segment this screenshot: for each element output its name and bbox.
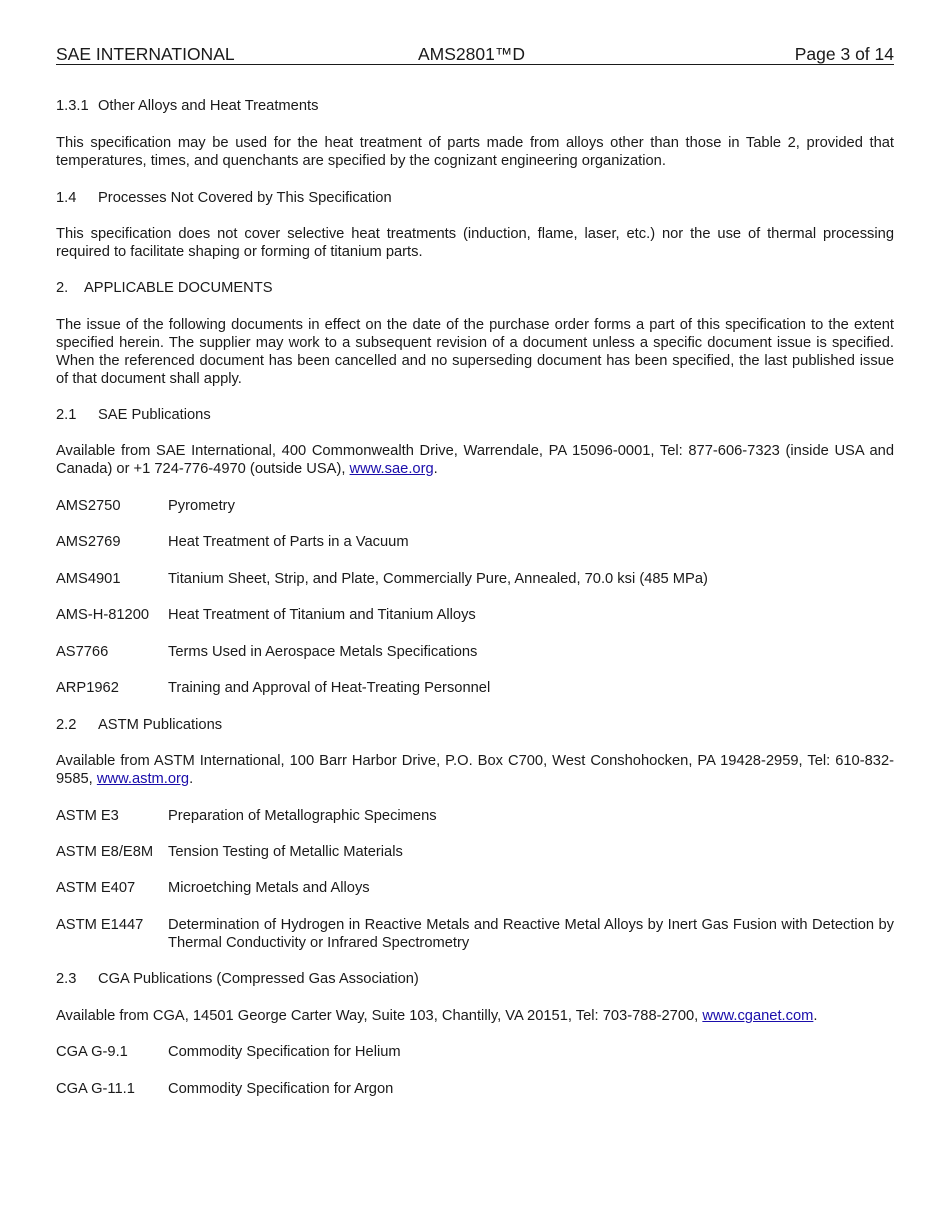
header-doc-id: AMS2801™D	[418, 44, 525, 64]
reference-title: Terms Used in Aerospace Metals Specifications	[168, 644, 478, 660]
cga-availability: Available from CGA, 14501 George Carter Way, Suite 103, Chantilly, VA 20151, Tel: 703-788-2700, www.cganet.com.	[56, 1008, 818, 1024]
section-heading-2-2: 2.2 ASTM Publications	[56, 717, 223, 733]
reference-code: AMS4901	[56, 571, 121, 587]
reference-code: AMS2769	[56, 534, 121, 550]
reference-title: Pyrometry	[168, 498, 235, 514]
reference-title: Tension Testing of Metallic Materials	[168, 844, 403, 860]
astm-website-link[interactable]: www.astm.org	[96, 771, 190, 787]
section-body-2: The issue of the following documents in effect on the date of the purchase order forms a part of this specification to the extent specified herein. The supplier may work to a subsequent revision of a document unless a specific document issue is specified. When the referenced document has been cancelled and no superseding document has been specified, the last published issue of that document shall apply.	[56, 317, 894, 387]
header-page-number: Page 3 of 14	[794, 44, 894, 64]
reference-title: Determination of Hydrogen in Reactive Metals and Reactive Metal Alloys by Inert Gas Fusion with Detection by Thermal Conductivity or Infrared Spectrometry	[168, 917, 894, 951]
section-body-1-4: This specification does not cover selective heat treatments (induction, flame, laser, etc.) nor the use of thermal processing required to facilitate shaping or forming of titanium parts.	[56, 226, 894, 260]
sae-availability: Available from SAE International, 400 Commonwealth Drive, Warrendale, PA 15096-0001, Tel: 877-606-7323 (inside USA and Canada) or +1 724-776-4970 (outside USA), www.sae.org.	[56, 443, 894, 477]
section-body-1-3-1: This specification may be used for the heat treatment of parts made from alloys other than those in Table 2, provided that temperatures, times, and quenchants are specified by the cognizant engineering organization.	[56, 135, 894, 169]
section-heading-1-4: 1.4 Processes Not Covered by This Specification	[56, 190, 392, 206]
reference-title: Heat Treatment of Parts in a Vacuum	[168, 534, 409, 550]
section-heading-2-1: 2.1 SAE Publications	[56, 407, 211, 423]
reference-title: Titanium Sheet, Strip, and Plate, Commercially Pure, Annealed, 70.0 ksi (485 MPa)	[168, 571, 708, 587]
reference-title: Commodity Specification for Argon	[168, 1081, 394, 1097]
reference-code: AMS-H-81200	[56, 607, 150, 623]
reference-code: ARP1962	[56, 680, 119, 696]
reference-code: ASTM E1447	[56, 917, 144, 933]
astm-availability: Available from ASTM International, 100 Barr Harbor Drive, P.O. Box C700, West Conshohocken, PA 19428-2959, Tel: 610-832-9585, www.astm.org.	[56, 753, 894, 787]
reference-title: Preparation of Metallographic Specimens	[168, 808, 437, 824]
reference-code: ASTM E8/E8M	[56, 844, 154, 860]
sae-website-link[interactable]: www.sae.org	[349, 461, 434, 477]
page-header	[56, 44, 894, 65]
header-org: SAE INTERNATIONAL	[56, 44, 235, 64]
reference-code: AMS2750	[56, 498, 121, 514]
section-heading-2: 2. APPLICABLE DOCUMENTS	[56, 280, 273, 296]
reference-code: AS7766	[56, 644, 109, 660]
reference-code: CGA G-9.1	[56, 1044, 128, 1060]
reference-code: ASTM E3	[56, 808, 119, 824]
reference-title: Commodity Specification for Helium	[168, 1044, 401, 1060]
reference-title: Microetching Metals and Alloys	[168, 880, 370, 896]
section-heading-2-3: 2.3 CGA Publications (Compressed Gas Association)	[56, 971, 419, 987]
section-heading-1-3-1: 1.3.1 Other Alloys and Heat Treatments	[56, 98, 319, 114]
reference-code: CGA G-11.1	[56, 1081, 135, 1097]
reference-title: Training and Approval of Heat-Treating Personnel	[168, 680, 491, 696]
cga-website-link[interactable]: www.cganet.com	[702, 1008, 814, 1024]
reference-title: Heat Treatment of Titanium and Titanium Alloys	[168, 607, 476, 623]
reference-code: ASTM E407	[56, 880, 136, 896]
